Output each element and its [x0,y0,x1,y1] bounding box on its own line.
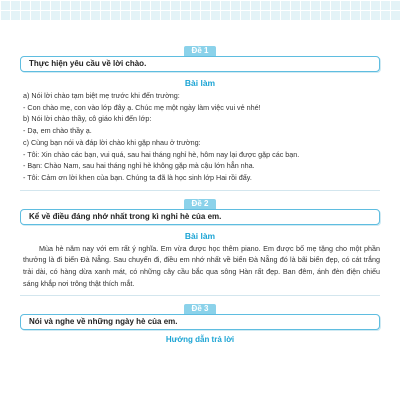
de-1-heading: Bài làm [184,78,216,88]
de-1-task: Thực hiện yêu cầu về lời chào. [20,56,380,72]
divider [20,190,380,191]
de-2-heading: Bài làm [184,230,216,241]
de-2-task: Kể về điều đáng nhớ nhất trong kì nghỉ hè của em. [20,209,380,225]
section-de-1 [20,46,380,191]
de-2-paragraph: Mùa hè năm nay với em rất ý nghĩa. Em vừa được học thêm piano. Em được bố mẹ tặng cho một phần thưởng là đi biển Đà Nẵng. Sau chuyến đi, điều em nhớ nhất về biển Đà Nẵng đó là bãi biển đẹp, có cát trắng trải dài, có hàng dừa xanh mát, có những cây cầu bắc qua sông Hàn rất đẹp. Ban đêm, ánh đèn điện chiếu sáng khắp nơi trông thật thích mắt. [23,243,380,288]
de-1-line: - Bạn: Chào Nam, sau hai tháng nghỉ hè không gặp mà cậu lớn hẳn nha. [23,161,255,171]
de-1-line: - Dạ, em chào thầy ạ. [23,126,92,136]
de-1-line: - Con chào mẹ, con vào lớp đây ạ. Chúc mẹ một ngày làm việc vui vẻ nhé! [23,102,261,112]
header-grid-decoration [0,0,400,20]
de-3-heading: Hướng dẫn trả lời [165,335,235,345]
de-3-badge: Đề 3 [184,304,216,314]
de-1-badge: Đề 1 [184,46,216,56]
de-1-line: - Tôi: Xin chào các bạn, vui quá, sau hai tháng nghỉ hè, hôm nay lại được gặp các bạn. [23,149,300,159]
de-1-line: a) Nói lời chào tạm biệt mẹ trước khi đến trường: [23,91,180,100]
content [20,46,380,344]
de-1-line: - Tôi: Cảm ơn lời khen của bạn. Chúng ta đã là học sinh lớp Hai rồi đấy. [23,172,252,182]
de-3-task: Nói và nghe về những ngày hè của em. [20,314,380,330]
section-de-2 [20,199,380,297]
section-de-3 [20,304,380,344]
de-2-badge: Đề 2 [184,199,216,209]
de-1-line: b) Nói lời chào thầy, cô giáo khi đến lớp: [23,114,152,124]
divider [20,295,380,296]
de-1-line: c) Cùng bạn nói và đáp lời chào khi gặp nhau ở trường: [23,137,201,147]
